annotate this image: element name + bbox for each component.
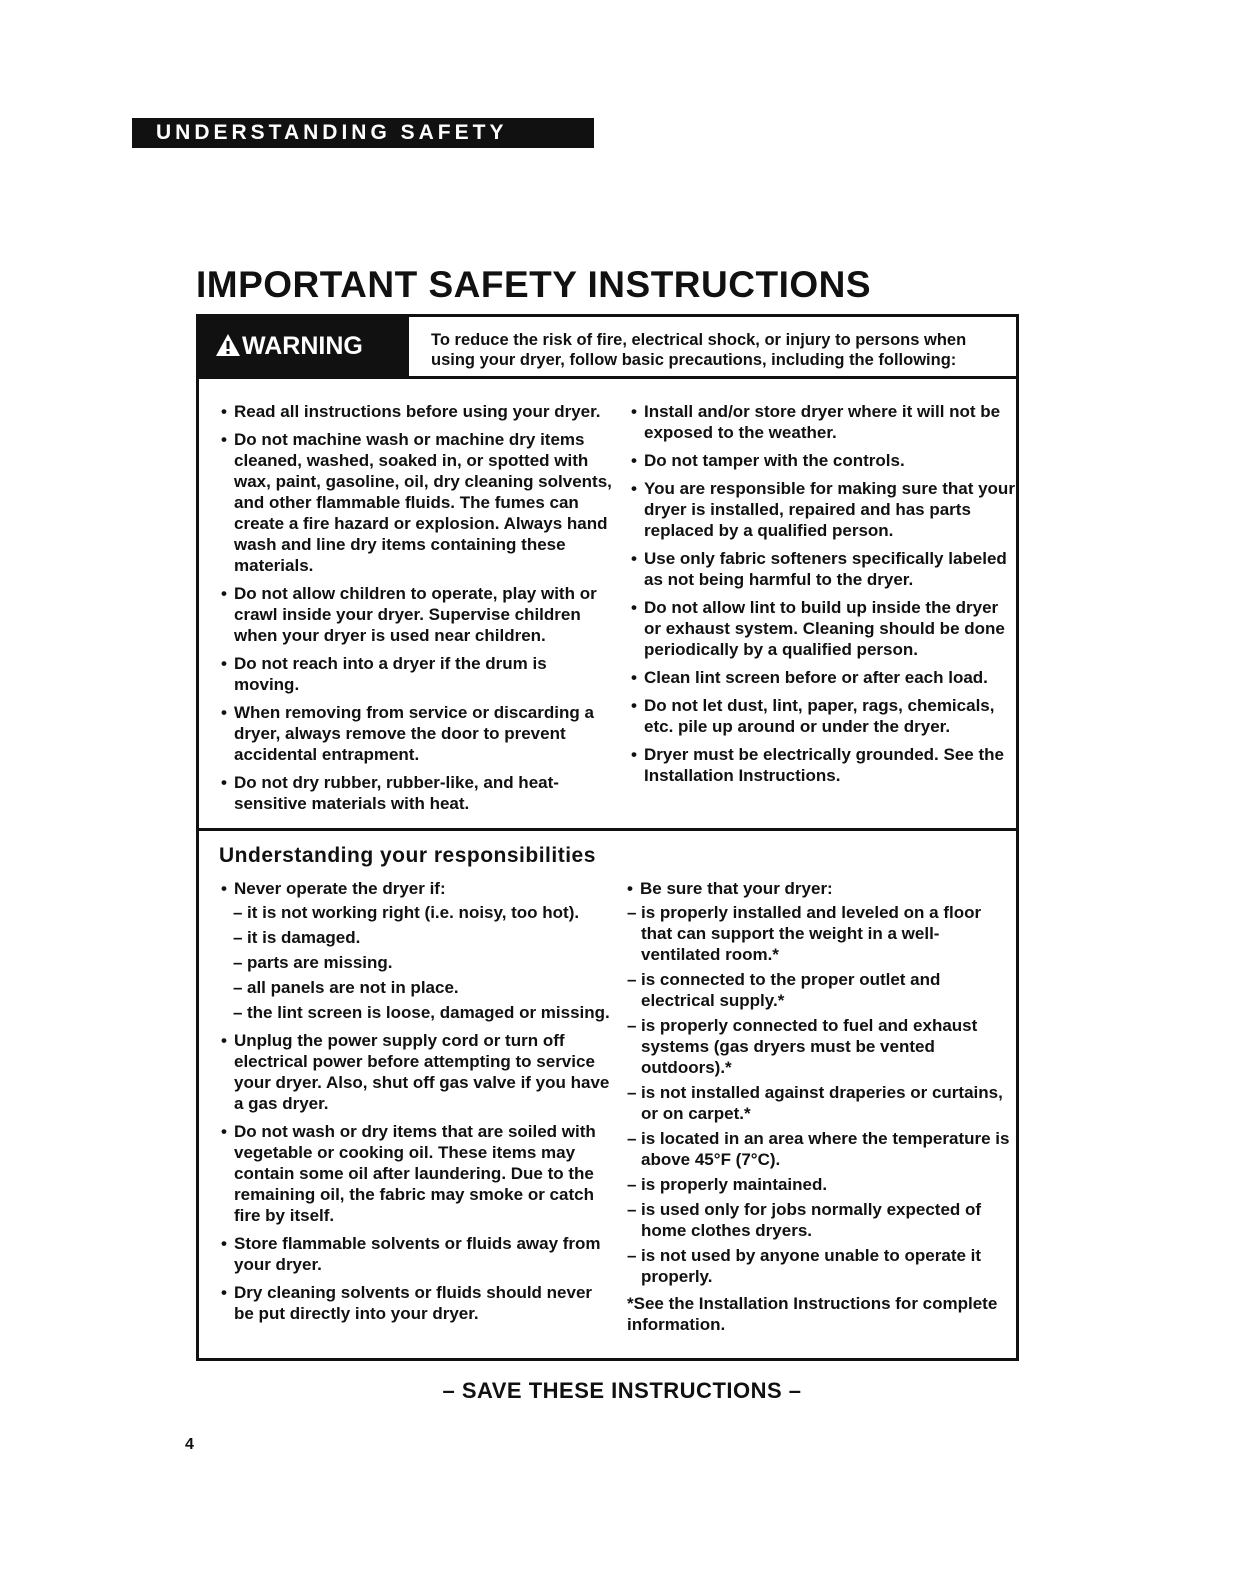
section-banner: UNDERSTANDING SAFETY	[132, 118, 594, 148]
be-sure-subitem: – is properly installed and leveled on a floor that can support the weight in a well-ventilated room.*	[627, 903, 982, 964]
warning-item: • Do not reach into a dryer if the drum is moving.	[221, 654, 547, 694]
bullet-icon: •	[221, 1031, 227, 1050]
be-sure-subitem: – is used only for jobs normally expected of home clothes dryers.	[627, 1200, 982, 1240]
warning-header	[199, 317, 1016, 379]
installation-note: *See the Installation Instructions for complete information.	[627, 1294, 998, 1334]
be-sure-subitem: – is located in an area where the temperature is above 45°F (7°C).	[627, 1129, 1010, 1169]
dash-icon: –	[233, 978, 243, 997]
warning-label: WARNING	[242, 332, 363, 360]
bullet-icon: •	[631, 451, 637, 470]
be-sure-item: • Be sure that your dryer:	[627, 879, 833, 898]
be-sure-subitem: – is properly maintained.	[627, 1175, 828, 1194]
bullet-icon: •	[221, 773, 227, 792]
warning-item: • Clean lint screen before or after each load.	[631, 668, 988, 687]
bullet-icon: •	[631, 598, 637, 617]
warning-item: • Do not machine wash or machine dry items cleaned, washed, soaked in, or spotted with wax, paint, gasoline, oil, dry cleaning solvents, and other flammable fluids. The fumes can create a fire hazard or explosion. Always hand wash and line dry items containing these materials.	[221, 430, 612, 575]
warning-intro-line: To reduce the risk of fire, electrical shock, or injury to persons when	[431, 331, 967, 349]
be-sure-subitem: – is connected to the proper outlet and electrical supply.*	[627, 970, 941, 1010]
warning-item: • Do not tamper with the controls.	[631, 451, 905, 470]
never-operate-subitem: – it is damaged.	[233, 928, 361, 947]
bullet-icon: •	[631, 479, 637, 498]
bullet-icon: •	[631, 745, 637, 764]
warning-item: • Read all instructions before using your dryer.	[221, 402, 601, 421]
dash-icon: –	[233, 903, 243, 922]
dash-icon: –	[233, 1003, 243, 1022]
dash-icon: –	[627, 1016, 637, 1035]
responsibilities-left-column	[221, 878, 616, 1331]
dash-icon: –	[627, 1083, 637, 1102]
never-operate-subitem: – it is not working right (i.e. noisy, too hot).	[233, 903, 580, 922]
never-operate-item: • Never operate the dryer if:	[221, 879, 446, 898]
warning-intro-line: using your dryer, follow basic precautions, including the following:	[431, 351, 957, 369]
bullet-icon: •	[221, 879, 227, 898]
warning-box	[196, 314, 1019, 831]
be-sure-subitem: – is properly connected to fuel and exhaust systems (gas dryers must be vented outdoors).*	[627, 1016, 978, 1077]
responsibilities-box	[196, 828, 1019, 1361]
bullet-icon: •	[221, 654, 227, 673]
responsibility-item: • Store flammable solvents or fluids away from your dryer.	[221, 1234, 601, 1274]
dash-icon: –	[627, 1246, 637, 1265]
warning-triangle-icon	[215, 333, 241, 357]
bullet-icon: •	[221, 402, 227, 421]
warning-right-column	[631, 401, 1016, 793]
dash-icon: –	[627, 1129, 637, 1148]
never-operate-subitem: – all panels are not in place.	[233, 978, 459, 997]
responsibilities-heading: Understanding your responsibilities	[219, 844, 596, 867]
dash-icon: –	[627, 1175, 637, 1194]
never-operate-subitem: – the lint screen is loose, damaged or missing.	[233, 1003, 610, 1022]
bullet-icon: •	[221, 1234, 227, 1253]
bullet-icon: •	[221, 1283, 227, 1302]
warning-item: • Do not dry rubber, rubber-like, and heat-sensitive materials with heat.	[221, 773, 559, 813]
bullet-icon: •	[221, 430, 227, 449]
responsibility-item: • Unplug the power supply cord or turn off electrical power before attempting to service your dryer. Also, shut off gas valve if you have a gas dryer.	[221, 1031, 610, 1113]
bullet-icon: •	[631, 696, 637, 715]
bullet-icon: •	[631, 549, 637, 568]
warning-item: • You are responsible for making sure that your dryer is installed, repaired and has parts replaced by a qualified person.	[631, 479, 1015, 540]
dash-icon: –	[627, 903, 637, 922]
bullet-icon: •	[221, 584, 227, 603]
warning-item: • When removing from service or discarding a dryer, always remove the door to prevent accidental entrapment.	[221, 703, 594, 764]
dash-icon: –	[627, 1200, 637, 1219]
responsibility-item: • Do not wash or dry items that are soiled with vegetable or cooking oil. These items may contain some oil after laundering. Due to the remaining oil, the fabric may smoke or catch fire by itself.	[221, 1122, 596, 1225]
warning-item: • Dryer must be electrically grounded. See the Installation Instructions.	[631, 745, 1004, 785]
be-sure-subitem: – is not used by anyone unable to operate it properly.	[627, 1246, 982, 1286]
warning-item: • Do not let dust, lint, paper, rags, chemicals, etc. pile up around or under the dryer.	[631, 696, 995, 736]
dash-icon: –	[233, 953, 243, 972]
page-title: IMPORTANT SAFETY INSTRUCTIONS	[196, 264, 872, 305]
bullet-icon: •	[221, 1122, 227, 1141]
bullet-icon: •	[221, 703, 227, 722]
warning-item: • Do not allow lint to build up inside the dryer or exhaust system. Cleaning should be done periodically by a qualified person.	[631, 598, 1005, 659]
page-number: 4	[185, 1436, 194, 1453]
warning-item: • Use only fabric softeners specifically labeled as not being harmful to the dryer.	[631, 549, 1007, 589]
save-instructions-footer: – SAVE THESE INSTRUCTIONS –	[442, 1378, 802, 1403]
dash-icon: –	[627, 970, 637, 989]
be-sure-subitem: – is not installed against draperies or curtains, or on carpet.*	[627, 1083, 1003, 1123]
warning-intro	[431, 330, 1006, 370]
bullet-icon: •	[631, 402, 637, 421]
responsibility-item: • Dry cleaning solvents or fluids should never be put directly into your dryer.	[221, 1283, 593, 1323]
warning-item: • Install and/or store dryer where it will not be exposed to the weather.	[631, 402, 1001, 442]
warning-item: • Do not allow children to operate, play with or crawl inside your dryer. Supervise children when your dryer is used near children.	[221, 584, 597, 645]
warning-badge	[199, 317, 409, 376]
responsibilities-right-column	[627, 878, 1015, 1335]
bullet-icon: •	[631, 668, 637, 687]
warning-left-column	[221, 401, 616, 821]
bullet-icon: •	[627, 879, 633, 898]
dash-icon: –	[233, 928, 243, 947]
never-operate-subitem: – parts are missing.	[233, 953, 393, 972]
